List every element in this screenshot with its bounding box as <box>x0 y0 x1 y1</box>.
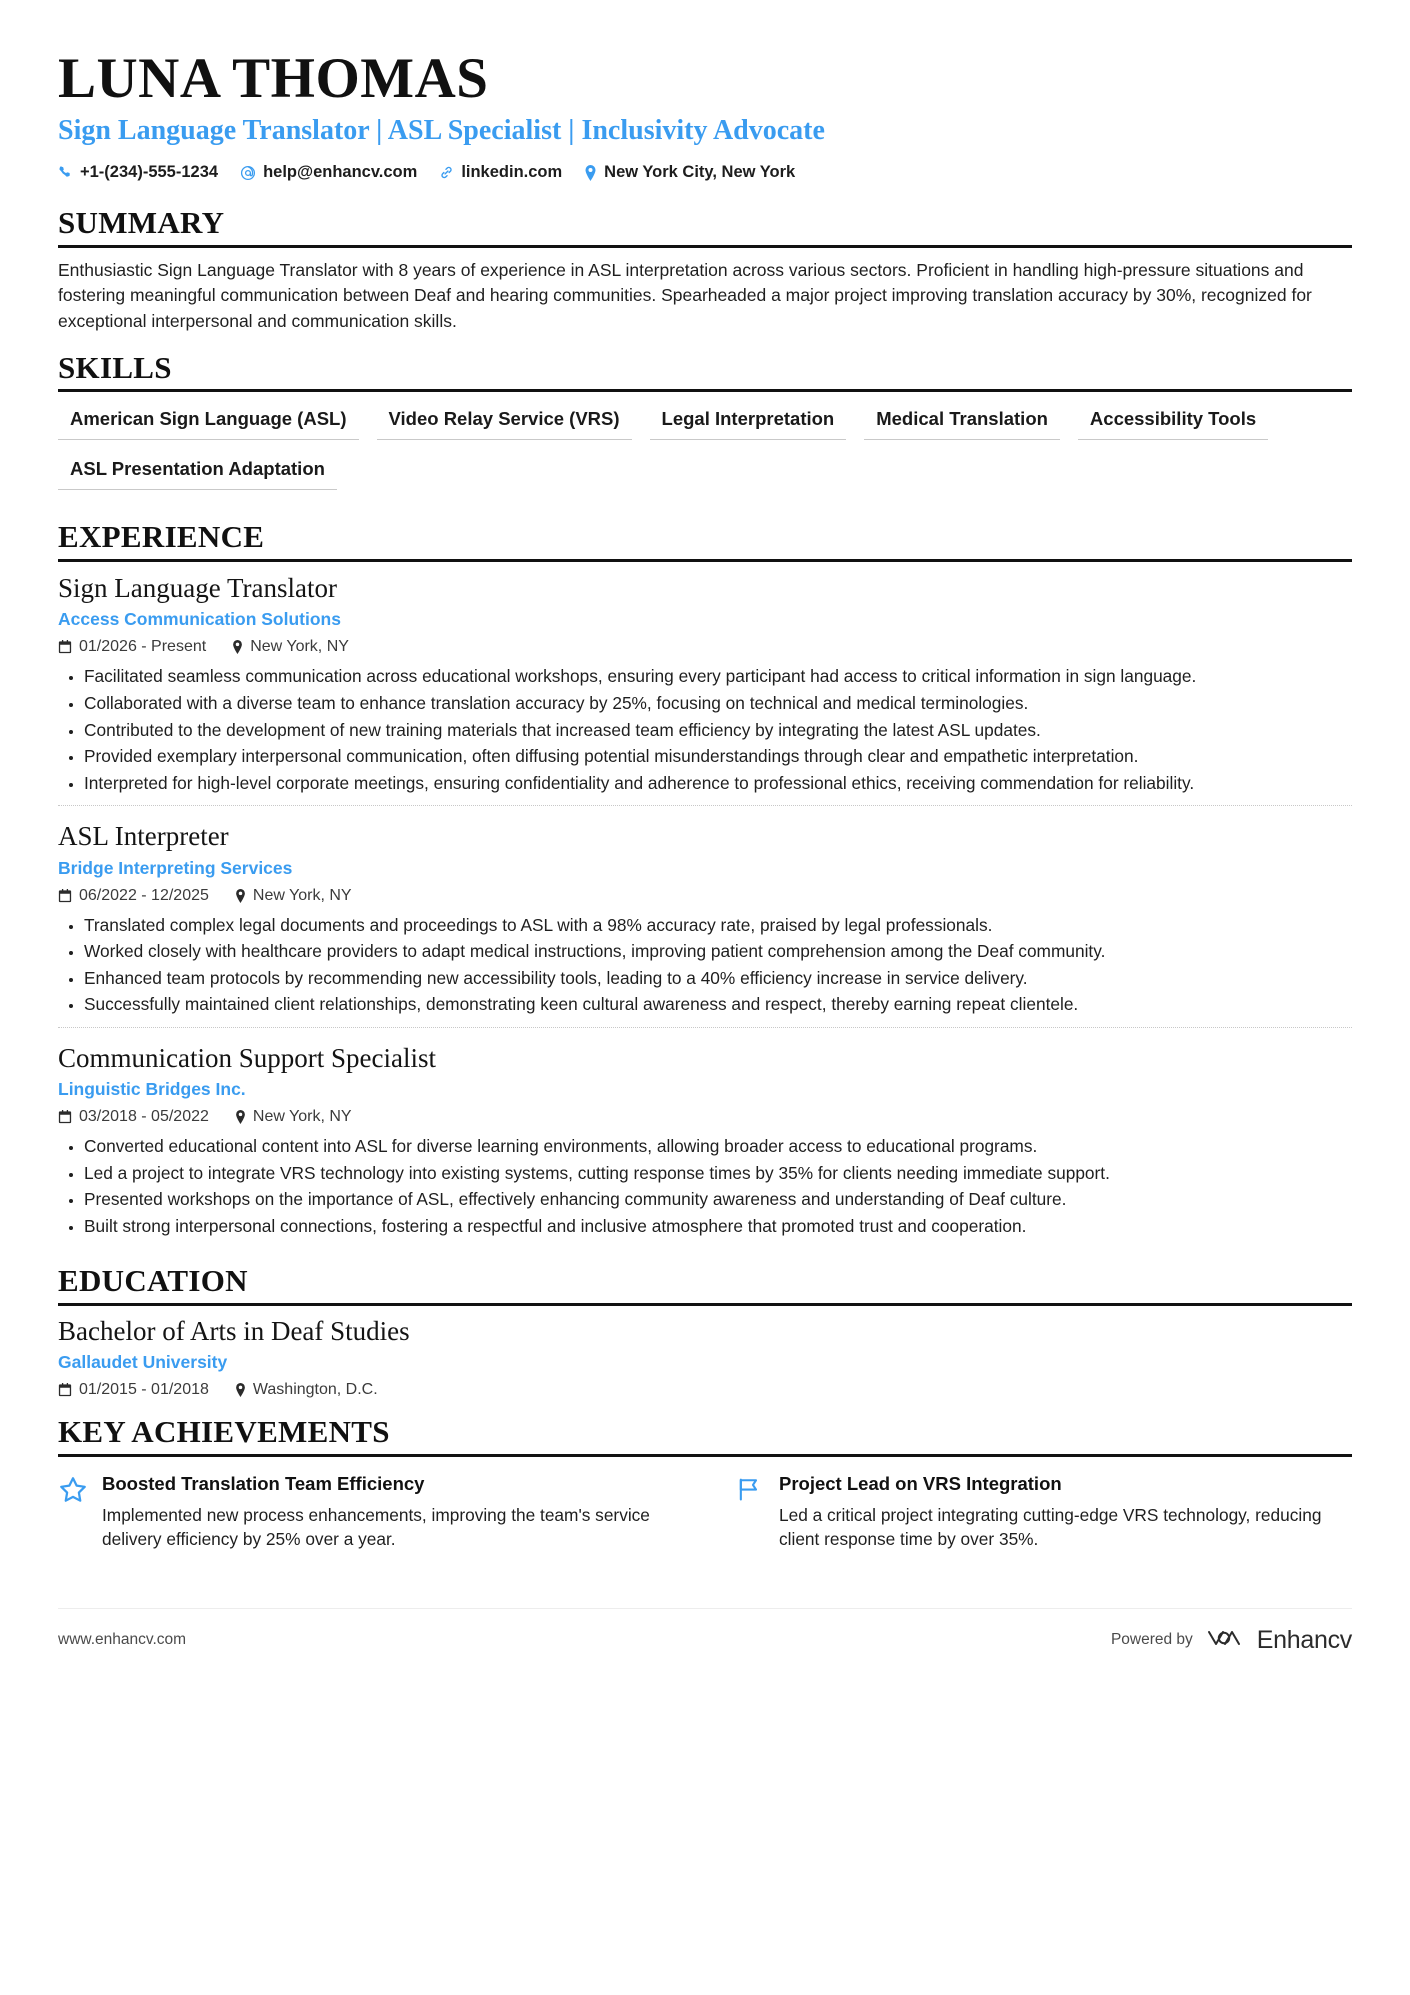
skill-item: ASL Presentation Adaptation <box>58 454 337 490</box>
job-dates-text: 06/2022 - 12/2025 <box>79 886 209 904</box>
job-bullet: • Worked closely with healthcare providers to adapt medical instructions, improving patient comprehension among the Deaf community. <box>84 939 1352 964</box>
job-bullet: • Translated complex legal documents and proceedings to ASL with a 98% accuracy rate, praised by legal professionals. <box>84 913 1352 938</box>
experience-entry <box>58 805 1352 1027</box>
job-bullet: • Presented workshops on the importance of ASL, effectively enhancing community awareness and understanding of Deaf culture. <box>84 1187 1352 1212</box>
skill-item: American Sign Language (ASL) <box>58 404 359 440</box>
calendar-icon <box>58 640 72 654</box>
contact-link[interactable] <box>439 163 562 182</box>
skill-item: Video Relay Service (VRS) <box>377 404 632 440</box>
job-bullet: • Interpreted for high-level corporate meetings, ensuring confidentiality and adherence to professional ethics, receiving commendation for reliability. <box>84 771 1352 796</box>
job-bullets <box>58 1134 1352 1238</box>
skill-item: Accessibility Tools <box>1078 404 1268 440</box>
page-footer <box>58 1608 1352 1682</box>
education-location-text: Washington, D.C. <box>252 1381 378 1399</box>
job-dates-text: 03/2018 - 05/2022 <box>79 1108 209 1126</box>
achievement-item <box>735 1473 1352 1552</box>
calendar-icon <box>58 1383 72 1397</box>
job-bullet: • Led a project to integrate VRS technology into existing systems, cutting response times by 35% for clients needing immediate support. <box>84 1161 1352 1186</box>
location-pin-icon <box>584 165 597 181</box>
section-skills <box>58 349 1352 505</box>
job-location-text: New York, NY <box>250 638 349 656</box>
job-bullets <box>58 664 1352 795</box>
job-company: Access Communication Solutions <box>58 609 341 630</box>
summary-text: Enthusiastic Sign Language Translator with 8 years of experience in ASL interpretation across various sectors. Proficient in handling high-pressure situations and fostering meaningful communication between Deaf and hearing communities. Spearheaded a major project improving translation accuracy by 30%, recognized for exceptional interpersonal and communication skills. <box>58 259 1312 331</box>
star-icon <box>58 1473 88 1510</box>
education-entry <box>58 1306 1352 1399</box>
job-bullet: • Facilitated seamless communication across educational workshops, ensuring every participant had access to critical information in sign language. <box>84 664 1352 689</box>
achievement-item <box>58 1473 675 1552</box>
footer-website[interactable]: www.enhancv.com <box>58 1631 187 1649</box>
contact-location-text: New York City, New York <box>604 163 796 182</box>
section-education <box>58 1262 1352 1399</box>
calendar-icon <box>58 889 72 903</box>
location-pin-icon <box>232 640 243 654</box>
section-title-skills: SKILLS <box>58 349 1352 393</box>
section-achievements <box>58 1413 1352 1552</box>
job-bullet: • Contributed to the development of new training materials that increased team efficiency by integrating the latest ASL updates. <box>84 718 1352 743</box>
section-experience <box>58 518 1352 1248</box>
section-title-experience: EXPERIENCE <box>58 518 1352 562</box>
contact-row <box>58 163 1352 182</box>
skill-item: Legal Interpretation <box>650 404 847 440</box>
job-company: Linguistic Bridges Inc. <box>58 1079 246 1100</box>
location-pin-icon <box>235 889 246 903</box>
candidate-headline: Sign Language Translator | ASL Specialist | Inclusivity Advocate <box>58 114 825 146</box>
skills-list <box>58 392 1352 504</box>
achievement-body <box>102 1473 675 1552</box>
job-bullet: • Converted educational content into ASL for diverse learning environments, allowing broader access to educational programs. <box>84 1134 1352 1159</box>
job-bullet: • Successfully maintained client relationships, demonstrating keen cultural awareness and respect, thereby earning repeat clientele. <box>84 992 1352 1017</box>
contact-phone <box>58 163 218 182</box>
education-school: Gallaudet University <box>58 1352 228 1373</box>
job-location-text: New York, NY <box>252 886 352 904</box>
achievement-title: Project Lead on VRS Integration <box>779 1472 1062 1494</box>
resume-header <box>58 48 1352 182</box>
email-icon <box>240 165 256 181</box>
job-bullet: • Enhanced team protocols by recommending new accessibility tools, leading to a 40% efficiency increase in service delivery. <box>84 966 1352 991</box>
job-meta <box>58 1108 1352 1126</box>
contact-phone-text: +1-(234)-555-1234 <box>80 163 219 182</box>
education-dates-text: 01/2015 - 01/2018 <box>79 1381 209 1399</box>
phone-icon <box>58 165 73 180</box>
education-location <box>235 1381 378 1399</box>
job-bullets <box>58 913 1352 1017</box>
achievement-title: Boosted Translation Team Efficiency <box>102 1472 425 1494</box>
job-meta <box>58 638 1352 656</box>
contact-email <box>240 163 417 182</box>
job-dates <box>58 1108 209 1126</box>
education-dates <box>58 1381 209 1399</box>
contact-location <box>584 163 795 182</box>
education-degree: Bachelor of Arts in Deaf Studies <box>58 1316 410 1347</box>
job-dates-text: 01/2026 - Present <box>79 638 207 656</box>
job-location-text: New York, NY <box>252 1108 352 1126</box>
contact-email-text: help@enhancv.com <box>263 163 418 182</box>
job-location <box>232 638 349 656</box>
skill-item: Medical Translation <box>864 404 1060 440</box>
flag-icon <box>735 1473 765 1508</box>
achievements-list <box>58 1457 1352 1552</box>
job-bullet: • Collaborated with a diverse team to enhance translation accuracy by 25%, focusing on technical and medical terminologies. <box>84 691 1352 716</box>
enhancv-logo-icon <box>1205 1625 1245 1656</box>
achievement-desc: Led a critical project integrating cutting-edge VRS technology, reducing client response time by over 35%. <box>779 1504 1322 1550</box>
job-bullet: • Built strong interpersonal connections, fostering a respectful and inclusive atmosphere that promoted trust and cooperation. <box>84 1214 1352 1239</box>
calendar-icon <box>58 1110 72 1124</box>
job-location <box>235 1108 352 1126</box>
section-title-education: EDUCATION <box>58 1262 1352 1306</box>
job-meta <box>58 887 1352 905</box>
contact-link-text: linkedin.com <box>461 163 563 182</box>
achievement-desc: Implemented new process enhancements, improving the team's service delivery efficiency by 25% over a year. <box>102 1504 650 1550</box>
powered-by-label: Powered by <box>1110 1631 1193 1649</box>
brand-name: Enhancv <box>1256 1625 1352 1654</box>
job-title: ASL Interpreter <box>58 821 229 852</box>
job-dates <box>58 638 206 656</box>
link-icon <box>439 165 454 180</box>
achievement-body <box>779 1473 1352 1552</box>
location-pin-icon <box>235 1110 246 1124</box>
section-summary <box>58 204 1352 334</box>
education-meta <box>58 1381 1352 1399</box>
section-title-summary: SUMMARY <box>58 204 1352 248</box>
job-dates <box>58 887 209 905</box>
job-bullet: • Provided exemplary interpersonal communication, often diffusing potential misunderstandings through clear and empathetic interpretation. <box>84 744 1352 769</box>
job-title: Communication Support Specialist <box>58 1042 436 1073</box>
job-company: Bridge Interpreting Services <box>58 857 293 878</box>
section-title-achievements: KEY ACHIEVEMENTS <box>58 1413 1352 1457</box>
location-pin-icon <box>235 1383 246 1397</box>
job-title: Sign Language Translator <box>58 573 337 604</box>
footer-brand-group <box>1111 1625 1352 1656</box>
experience-entry <box>58 562 1352 805</box>
job-location <box>235 887 352 905</box>
candidate-name: LUNA THOMAS <box>58 47 489 110</box>
experience-entry <box>58 1027 1352 1249</box>
